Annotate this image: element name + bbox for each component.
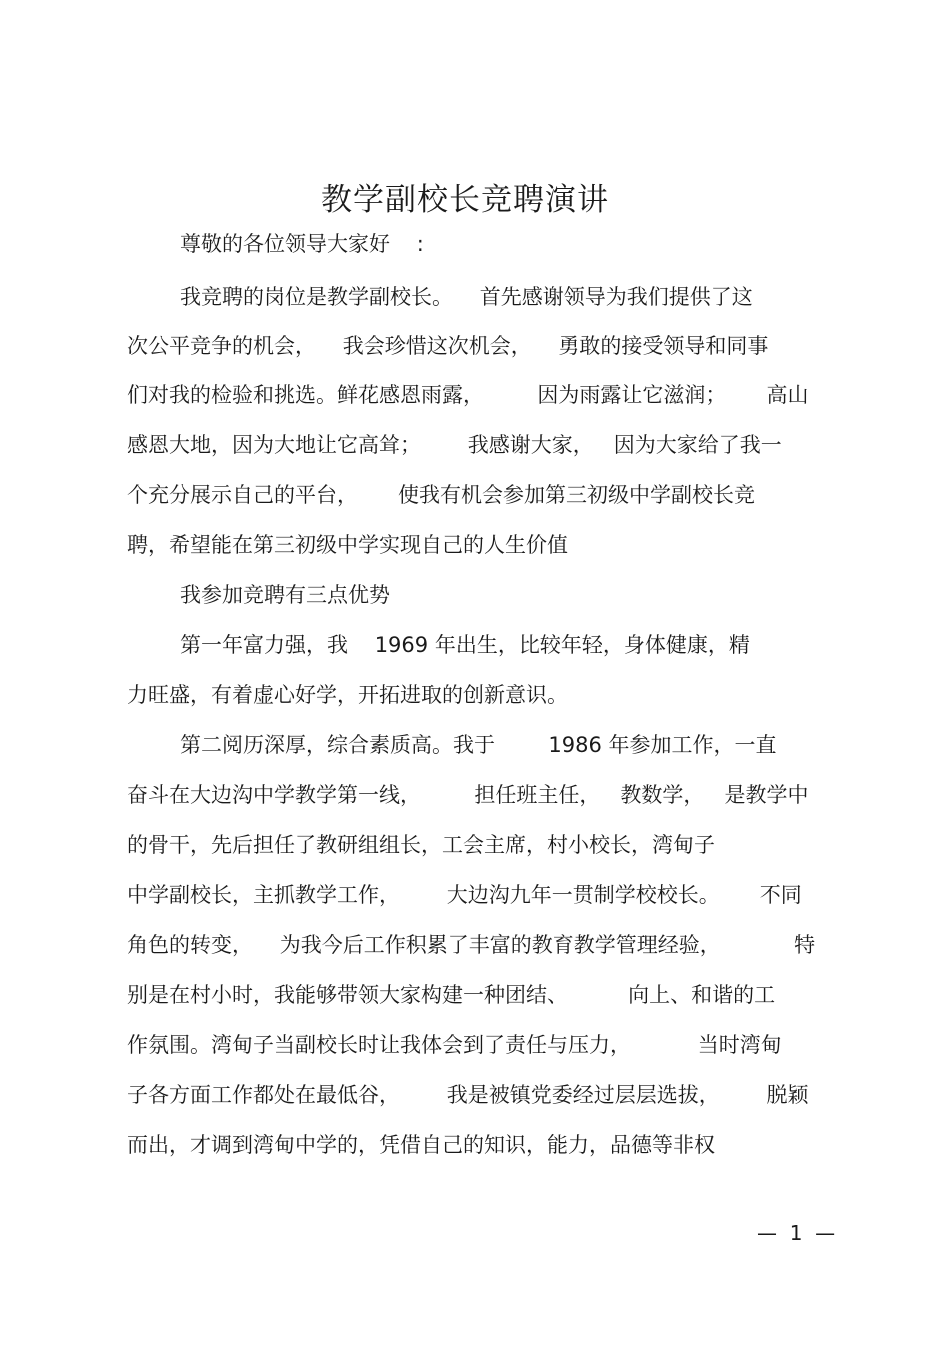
text-line: 奋斗在大边沟中学教学第一线， 担任班主任， 教数学， 是教学中 bbox=[127, 783, 809, 807]
text-line: 力旺盛，有着虚心好学，开拓进取的创新意识。 bbox=[127, 683, 568, 707]
text-line: 们对我的检验和挑选。鲜花感恩雨露， 因为雨露让它滋润； 高山 bbox=[127, 383, 809, 407]
text-line: 第二阅历深厚，综合素质高。我于 1986 年参加工作，一直 bbox=[180, 733, 777, 757]
text-line: 第一年富力强，我 1969 年出生，比较年轻，身体健康，精 bbox=[180, 633, 750, 657]
text-line: 聘，希望能在第三初级中学实现自己的人生价值 bbox=[127, 533, 568, 557]
text-line: 角色的转变， 为我今后工作积累了丰富的教育教学管理经验， 特 bbox=[127, 933, 816, 957]
text-line: 我参加竞聘有三点优势 bbox=[180, 583, 390, 607]
text-line: 我竞聘的岗位是教学副校长。 首先感谢领导为我们提供了这 bbox=[180, 285, 753, 309]
text-line: 尊敬的各位领导大家好 : bbox=[180, 232, 424, 256]
text-line: 个充分展示自己的平台， 使我有机会参加第三初级中学副校长竞 bbox=[127, 483, 756, 507]
text-line: 中学副校长，主抓教学工作， 大边沟九年一贯制学校校长。 不同 bbox=[127, 883, 802, 907]
text-line: 感恩大地，因为大地让它高耸； 我感谢大家， 因为大家给了我一 bbox=[127, 433, 782, 457]
text-line: 次公平竞争的机会， 我会珍惜这次机会， 勇敢的接受领导和同事 bbox=[127, 334, 769, 358]
text-line: 别是在村小时，我能够带领大家构建一种团结、 向上、和谐的工 bbox=[127, 983, 776, 1007]
text-line: 而出，才调到湾甸中学的，凭借自己的知识，能力，品德等非权 bbox=[127, 1133, 715, 1157]
text-line: 作氛围。湾甸子当副校长时让我体会到了责任与压力， 当时湾甸 bbox=[127, 1033, 782, 1057]
text-line: 的骨干，先后担任了教研组组长，工会主席，村小校长，湾甸子 bbox=[127, 833, 715, 857]
document-title: 教学副校长竞聘演讲 bbox=[321, 182, 609, 218]
text-line: 子各方面工作都处在最低谷， 我是被镇党委经过层层选拔， 脱颖 bbox=[127, 1083, 809, 1107]
page-number: — 1 — bbox=[757, 1221, 836, 1245]
